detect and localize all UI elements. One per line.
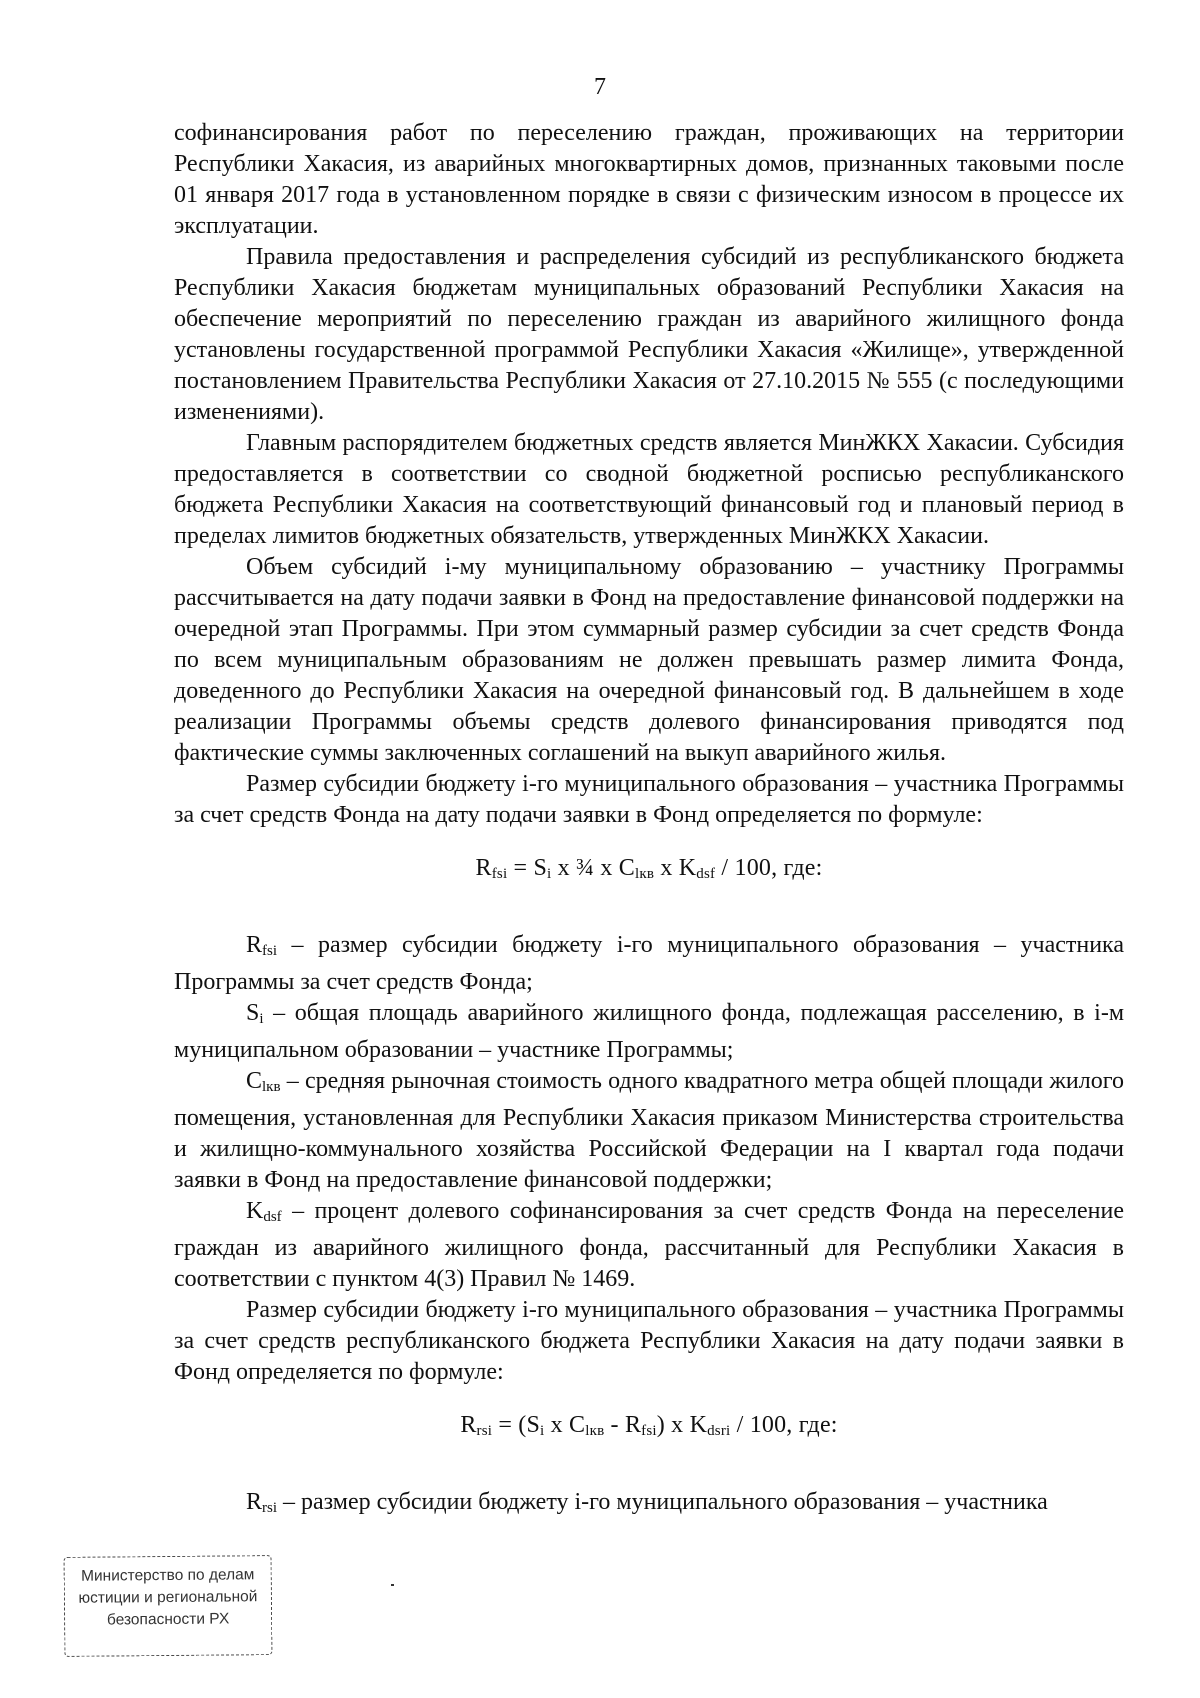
paragraph-continuation: софинансирования работ по переселению граждан, проживающих на территории Республики Хакасия, из аварийных многоквартирных домов, признанных таковыми после 01 января 2017 года в установленном порядке в связи с физическим износом в процессе их эксплуатации. <box>174 120 1124 239</box>
paragraph-republic-formula-intro: Размер субсидии бюджету i-го муниципального образования – участника Программы за счет средств республиканского бюджета Республики Хакасия на дату подачи заявки в Фонд определяется по формуле: <box>174 1297 1124 1385</box>
formula-part: x C <box>544 1412 586 1438</box>
definition-symbol: C <box>246 1068 263 1094</box>
formula-subscript: i <box>547 866 552 882</box>
stamp-line: безопасности РХ <box>106 1610 230 1629</box>
formula-subscript: dsf <box>696 866 716 882</box>
formula-subscript: fsi <box>641 1423 657 1439</box>
formula-part: = (S <box>492 1412 541 1438</box>
paragraph-main-manager: Главным распорядителем бюджетных средств является МинЖКХ Хакасии. Субсидия предоставляется в соответствии со сводной бюджетной росписью республиканского бюджета Республики Хакасия на соответствующий финансовый год и плановый период в пределах лимитов бюджетных обязательств, утвержденных МинЖКХ Хакасии. <box>174 430 1124 549</box>
definition-symbol: R <box>246 1489 263 1515</box>
definition-kdsf <box>174 1196 1124 1295</box>
page-number: 7 <box>594 74 606 100</box>
ministry-stamp <box>64 1555 273 1657</box>
formula-subscript: fsi <box>491 866 508 882</box>
formula-part: = S <box>507 855 548 881</box>
definition-si <box>174 998 1124 1066</box>
formula-subscript: rsi <box>476 1423 493 1439</box>
definition-text: – средняя рыночная стоимость одного квадратного метра общей площади жилого помещения, установленная для Республики Хакасия приказом Министерства строительства и жилищно-коммунального хозяйства Российской Федерации на I квартал года подачи заявки в Фонд на предоставление финансовой поддержки; <box>174 1068 1124 1193</box>
formula-symbol: R <box>475 855 492 881</box>
formula-part: / 100, где: <box>730 1412 838 1438</box>
definition-subscript: i <box>259 1011 264 1027</box>
scan-speck <box>391 1584 394 1586</box>
formula-part: ) x K <box>656 1412 708 1438</box>
definition-symbol: K <box>246 1198 264 1224</box>
formula-part: x ¾ x C <box>551 855 636 881</box>
paragraph-subsidy-volume: Объем субсидий i-му муниципальному образованию – участнику Программы рассчитывается на дату подачи заявки в Фонд на предоставление финансовой поддержки на очередной этап Программы. При этом суммарный размер субсидии за счет средств Фонда по всем муниципальным образованиям не должен превышать размер лимита Фонда, доведенного до Республики Хакасия на очередной финансовый год. В дальнейшем в ходе реализации Программы объемы средств долевого финансирования приводятся под фактические суммы заключенных соглашений на выкуп аварийного жилья. <box>174 554 1124 766</box>
document-body <box>174 118 1124 1524</box>
formula-subscript: lкв <box>635 866 655 882</box>
definition-subscript: lкв <box>262 1079 281 1095</box>
definition-rrsi <box>174 1487 1124 1524</box>
paragraph-fund-formula-intro: Размер субсидии бюджету i-го муниципального образования – участника Программы за счет средств Фонда на дату подачи заявки в Фонд определяется по формуле: <box>174 771 1124 828</box>
definition-text: – общая площадь аварийного жилищного фонда, подлежащая расселению, в i-м муниципальном образовании – участнике Программы; <box>174 1000 1124 1063</box>
formula-fund-subsidy <box>174 853 1124 890</box>
definition-subscript: dsf <box>263 1209 282 1225</box>
formula-part: - R <box>604 1412 642 1438</box>
definition-clkv <box>174 1066 1124 1196</box>
definition-subscript: fsi <box>262 943 278 959</box>
definition-text: – размер субсидии бюджету i-го муниципального образования – участника <box>277 1489 1048 1515</box>
stamp-line: Министерство по делам <box>80 1566 255 1585</box>
formula-republic-subsidy <box>174 1410 1124 1447</box>
definition-symbol: R <box>246 932 263 958</box>
definition-symbol: S <box>246 1000 260 1026</box>
formula-subscript: lкв <box>585 1423 605 1439</box>
definition-text: – процент долевого софинансирования за счет средств Фонда на переселение граждан из аварийного жилищного фонда, рассчитанный для Республики Хакасия в соответствии с пунктом 4(3) Правил № 1469. <box>174 1198 1124 1292</box>
formula-part: / 100, где: <box>715 855 823 881</box>
stamp-line: юстиции и региональной <box>78 1588 258 1607</box>
paragraph-rules: Правила предоставления и распределения субсидий из республиканского бюджета Республики Хакасия бюджетам муниципальных образований Республики Хакасия на обеспечение мероприятий по переселению граждан из аварийного жилищного фонда установлены государственной программой Республики Хакасия «Жилище», утвержденной постановлением Правительства Республики Хакасия от 27.10.2015 № 555 (с последующими изменениями). <box>174 244 1124 425</box>
definition-text: – размер субсидии бюджету i-го муниципального образования – участника Программы за счет средств Фонда; <box>174 932 1124 995</box>
formula-symbol: R <box>460 1412 477 1438</box>
formula-subscript: dsri <box>707 1423 731 1439</box>
formula-part: x K <box>654 855 697 881</box>
formula-subscript: i <box>540 1423 545 1439</box>
definition-subscript: rsi <box>262 1500 278 1516</box>
definition-rfsi <box>174 930 1124 998</box>
